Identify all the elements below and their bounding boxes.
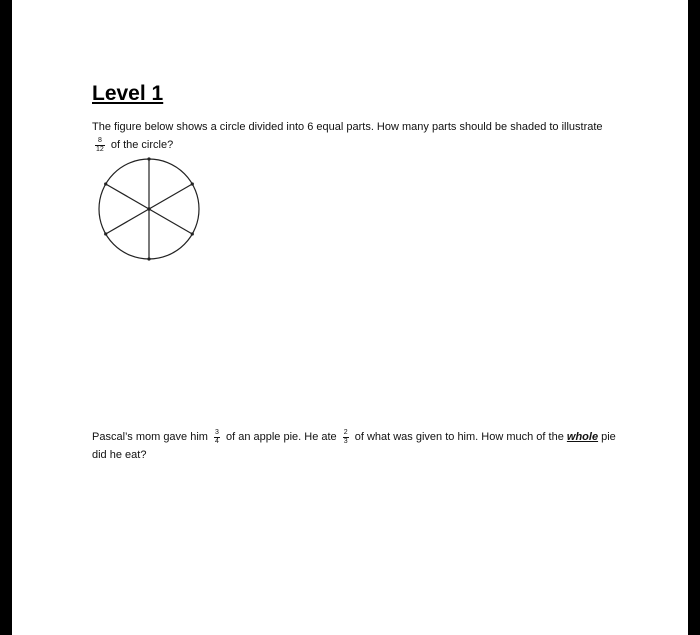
fraction-numerator: 2	[343, 428, 348, 436]
vertex-dot	[104, 182, 107, 185]
question-2-text-4: pie did he eat?	[92, 431, 616, 461]
question-2	[92, 428, 632, 464]
vertex-dot	[147, 157, 150, 160]
center-dot	[147, 207, 151, 211]
fraction-numerator: 3	[215, 428, 219, 436]
fraction-numerator: 8	[95, 137, 105, 146]
fraction-denominator: 12	[96, 145, 104, 153]
fraction-2-3	[343, 429, 349, 446]
fraction-3-4	[214, 429, 220, 446]
fraction-denominator: 3	[343, 437, 348, 445]
vertex-dot	[147, 257, 150, 260]
question-2-text-1: Pascal’s mom gave him	[92, 431, 208, 443]
question-2-text-3: of what was given to him. How much of the	[354, 431, 564, 443]
level-title: Level 1	[92, 82, 164, 105]
fraction-denominator: 4	[215, 437, 219, 445]
vertex-dot	[191, 182, 194, 185]
vertex-dot	[191, 232, 194, 235]
question-1-text: The figure below shows a circle divided into 6 equal parts. How many parts should be shaded to illustrate	[92, 121, 603, 133]
question-1-text-end: of the circle?	[110, 139, 174, 151]
question-1	[92, 118, 612, 154]
fraction-8-12	[95, 137, 105, 154]
divided-circle-figure	[96, 156, 206, 266]
whole-emphasis: whole	[566, 431, 599, 443]
question-2-text-2: of an apple pie. He ate	[225, 431, 337, 443]
document-page	[12, 0, 688, 635]
vertex-dot	[104, 232, 107, 235]
